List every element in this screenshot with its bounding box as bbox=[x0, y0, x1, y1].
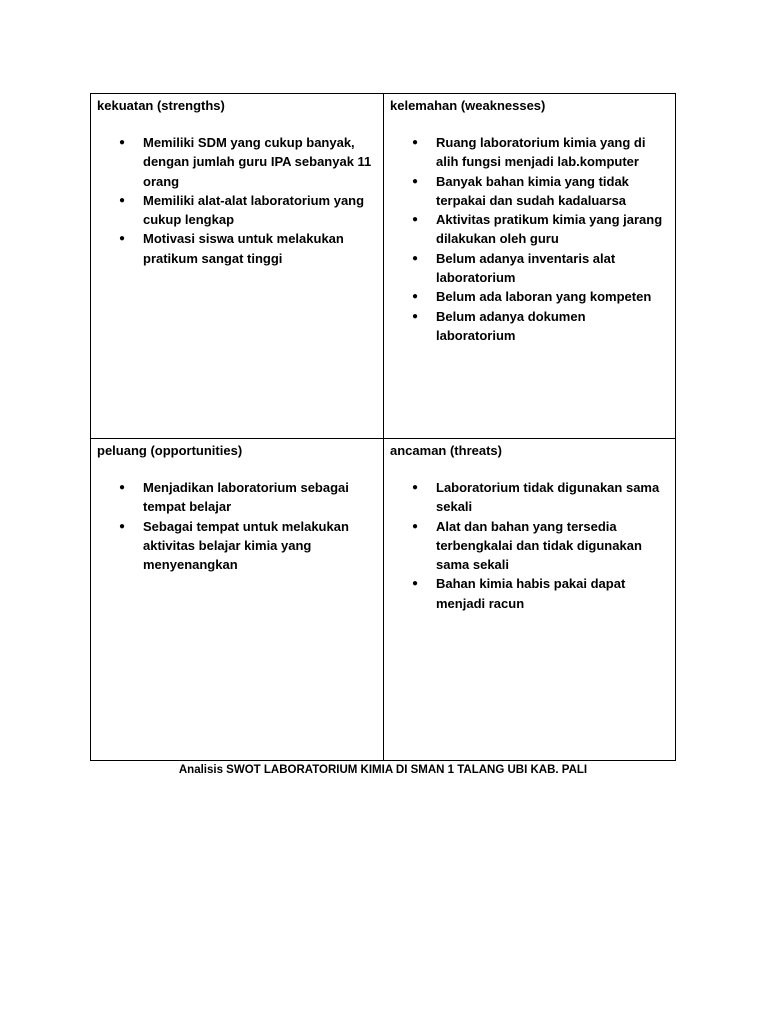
bullet-icon: ● bbox=[412, 137, 419, 148]
list-item bbox=[97, 191, 377, 230]
bullet-icon: ● bbox=[119, 194, 126, 206]
weaknesses-list bbox=[390, 133, 669, 345]
list-item bbox=[390, 287, 669, 306]
list-item bbox=[390, 574, 669, 613]
weaknesses-title: kelemahan (weaknesses) bbox=[390, 98, 546, 113]
bullet-icon: ● bbox=[412, 578, 419, 590]
bullet-icon: ● bbox=[412, 310, 419, 322]
list-item-text: Belum ada laboran yang kompeten bbox=[436, 289, 652, 305]
bullet-icon: ● bbox=[412, 175, 419, 187]
list-item bbox=[97, 133, 377, 191]
list-item-text: Banyak bahan kimia yang tidak terpakai dan sudah kadaluarsa bbox=[436, 173, 629, 208]
list-item bbox=[390, 172, 669, 211]
bullet-icon: ● bbox=[119, 137, 126, 148]
bullet-icon: ● bbox=[119, 233, 126, 245]
list-item-text: Sebagai tempat untuk melakukan aktivitas belajar kimia yang menyenangkan bbox=[143, 518, 349, 573]
list-item bbox=[390, 517, 669, 575]
bullet-icon: ● bbox=[119, 520, 126, 532]
list-item bbox=[97, 229, 377, 268]
strengths-list bbox=[97, 133, 377, 268]
list-item-text: Belum adanya dokumen laboratorium bbox=[436, 308, 586, 343]
list-item bbox=[390, 249, 669, 288]
list-item bbox=[390, 307, 669, 346]
strengths-title: kekuatan (strengths) bbox=[97, 98, 225, 113]
opportunities-list bbox=[97, 478, 377, 574]
list-item bbox=[97, 517, 377, 575]
bullet-icon: ● bbox=[412, 482, 419, 493]
list-item-text: Memiliki SDM yang cukup banyak, dengan jumlah guru IPA sebanyak 11 orang bbox=[143, 135, 372, 189]
list-item-text: Bahan kimia habis pakai dapat menjadi racun bbox=[436, 576, 626, 611]
threats-list bbox=[390, 478, 669, 613]
list-item-text: Laboratorium tidak digunakan sama sekali bbox=[436, 480, 660, 515]
list-item-text: Ruang laboratorium kimia yang di alih fungsi menjadi lab.komputer bbox=[436, 135, 646, 170]
list-item bbox=[390, 133, 669, 172]
bullet-icon: ● bbox=[412, 291, 419, 303]
opportunities-title: peluang (opportunities) bbox=[97, 443, 243, 458]
bullet-icon: ● bbox=[412, 520, 419, 532]
list-item bbox=[390, 478, 669, 517]
list-item-text: Memiliki alat-alat laboratorium yang cukup lengkap bbox=[143, 192, 365, 228]
opportunities-cell bbox=[91, 439, 384, 760]
swot-table bbox=[90, 93, 676, 761]
document-caption: Analisis SWOT LABORATORIUM KIMIA DI SMAN 1 TALANG UBI KAB. PALI bbox=[178, 764, 588, 776]
bullet-icon: ● bbox=[412, 252, 419, 264]
list-item-text: Aktivitas pratikum kimia yang jarang dilakukan oleh guru bbox=[436, 212, 663, 247]
list-item bbox=[97, 478, 377, 517]
strengths-cell bbox=[91, 94, 384, 439]
list-item-text: Alat dan bahan yang tersedia terbengkalai dan tidak digunakan sama sekali bbox=[436, 518, 642, 573]
list-item-text: Menjadikan laboratorium sebagai tempat belajar bbox=[143, 480, 349, 515]
list-item-text: Motivasi siswa untuk melakukan pratikum sangat tinggi bbox=[143, 231, 344, 266]
list-item bbox=[390, 210, 669, 249]
threats-cell bbox=[384, 439, 675, 760]
bullet-icon: ● bbox=[412, 214, 419, 226]
bullet-icon: ● bbox=[119, 482, 126, 493]
threats-title: ancaman (threats) bbox=[390, 443, 502, 458]
list-item-text: Belum adanya inventaris alat laboratorium bbox=[436, 250, 616, 286]
weaknesses-cell bbox=[384, 94, 675, 439]
